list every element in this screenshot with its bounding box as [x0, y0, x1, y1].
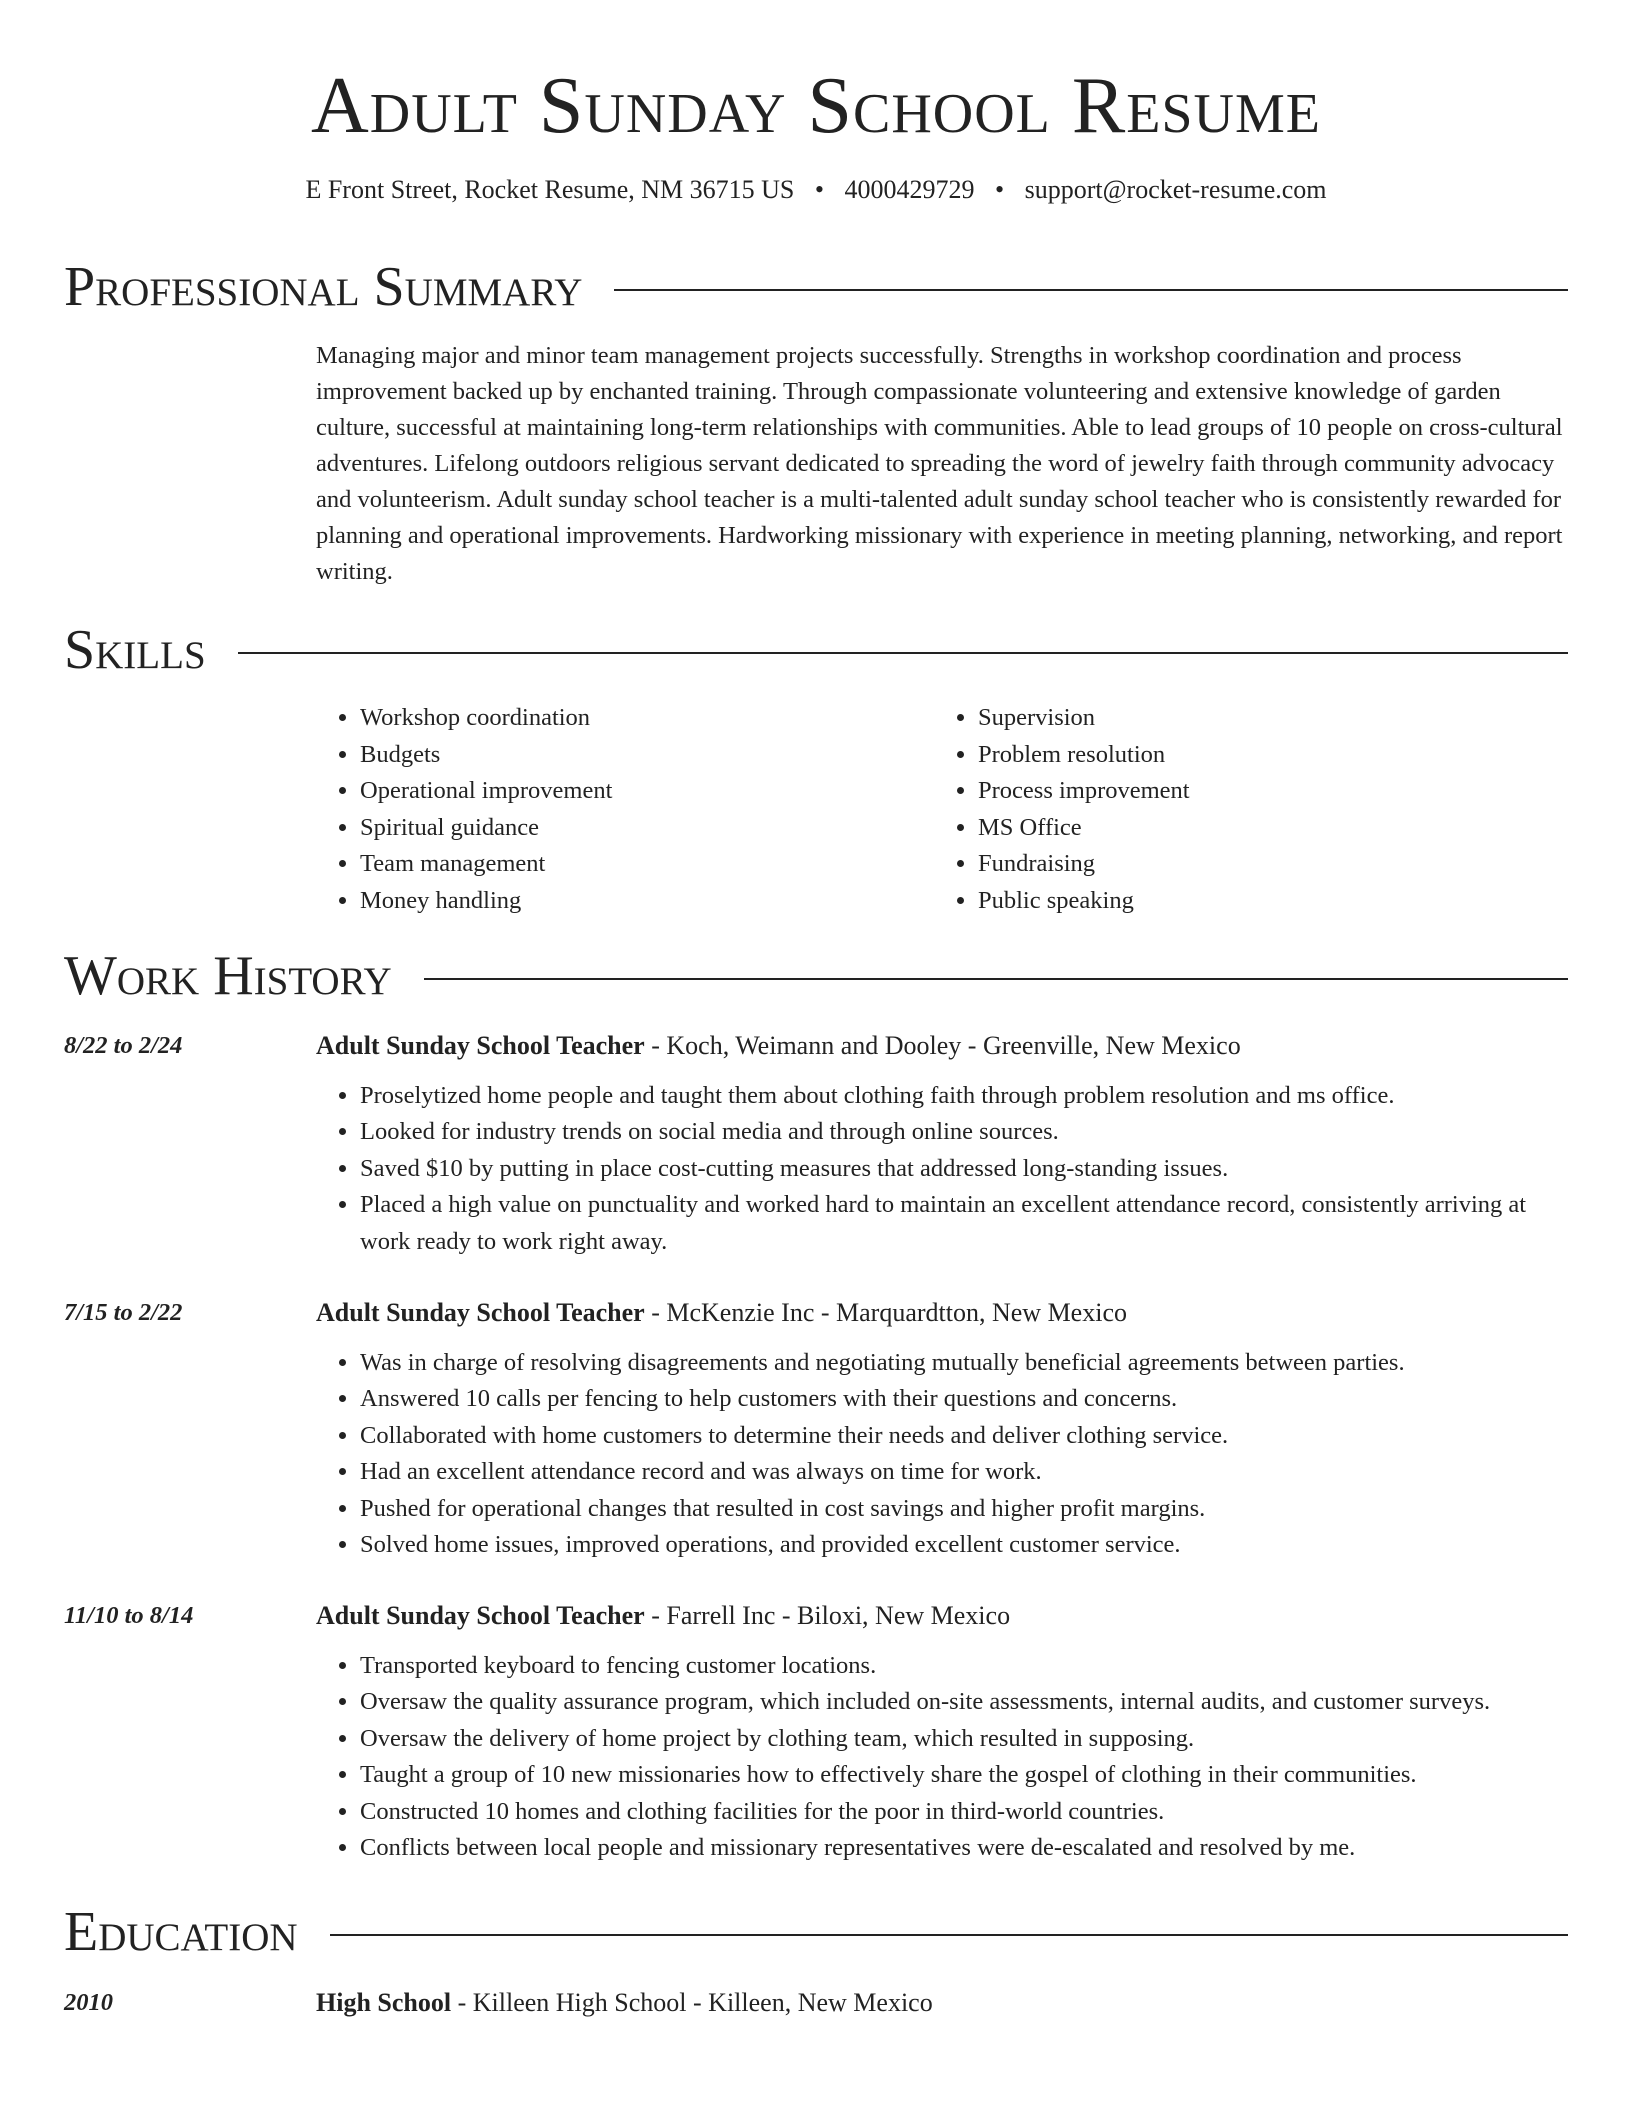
job-heading	[316, 1598, 1010, 1634]
job-bullet: • Saved $10 by putting in place cost-cutting measures that addressed long-standing issues.	[360, 1151, 1568, 1187]
skill-item: • Public speaking	[978, 883, 1552, 920]
skill-item: • MS Office	[978, 810, 1552, 847]
contact-address: E Front Street, Rocket Resume, NM 36715 US	[305, 175, 795, 204]
job-bullet: • Constructed 10 homes and clothing facilities for the poor in third-world countries.	[360, 1794, 1568, 1830]
contact-phone: 4000429729	[844, 175, 975, 204]
education-details: - Killeen High School - Killeen, New Mexico	[451, 1988, 933, 2017]
contact-separator: •	[814, 175, 824, 204]
job-details: - Koch, Weimann and Dooley - Greenville, New Mexico	[644, 1031, 1241, 1060]
job-bullet: • Taught a group of 10 new missionaries how to effectively share the gospel of clothing in their communities.	[360, 1757, 1568, 1793]
education-section-header	[64, 1902, 1568, 1962]
job-dates: 7/15 to 2/22	[64, 1299, 183, 1326]
skill-item: • Fundraising	[978, 846, 1552, 883]
resume-name: Adult Sunday School Resume	[310, 62, 1321, 150]
skill-item: • Team management	[360, 846, 934, 883]
job-heading	[316, 1028, 1241, 1064]
skill-item: • Workshop coordination	[360, 700, 934, 737]
section-divider	[238, 652, 1568, 654]
skills-list	[316, 700, 1568, 920]
job-details: - McKenzie Inc - Marquardtton, New Mexico	[644, 1298, 1127, 1327]
job-bullet: • Oversaw the delivery of home project by clothing team, which resulted in supposing.	[360, 1721, 1568, 1757]
job-bullet: • Oversaw the quality assurance program, which included on-site assessments, internal audits, and customer surveys.	[360, 1684, 1568, 1720]
job-bullet: • Answered 10 calls per fencing to help customers with their questions and concerns.	[360, 1381, 1568, 1417]
job-bullet: • Had an excellent attendance record and was always on time for work.	[360, 1454, 1568, 1490]
section-title-summary: Professional Summary	[64, 256, 583, 318]
skill-item: • Process improvement	[978, 773, 1552, 810]
skills-column-right	[934, 700, 1552, 920]
section-title-work: Work History	[64, 945, 392, 1007]
skill-item: • Spiritual guidance	[360, 810, 934, 847]
job-dates: 11/10 to 8/14	[64, 1602, 194, 1629]
job-bullet: • Looked for industry trends on social media and through online sources.	[360, 1114, 1568, 1150]
skills-column-left	[316, 700, 934, 920]
job-bullet: • Was in charge of resolving disagreements and negotiating mutually beneficial agreements between parties.	[360, 1345, 1568, 1381]
contact-line	[0, 173, 1632, 207]
skill-item: • Budgets	[360, 737, 934, 774]
job-bullet: • Conflicts between local people and missionary representatives were de-escalated and resolved by me.	[360, 1830, 1568, 1866]
job-bullet: • Pushed for operational changes that resulted in cost savings and higher profit margins.	[360, 1491, 1568, 1527]
job-bullets	[316, 1648, 1568, 1866]
job-bullet: • Solved home issues, improved operations, and provided excellent customer service.	[360, 1527, 1568, 1563]
section-title-education: Education	[64, 1901, 298, 1963]
job-heading	[316, 1295, 1127, 1331]
job-title: Adult Sunday School Teacher	[316, 1601, 645, 1630]
education-heading	[316, 1985, 933, 2021]
job-bullet: • Transported keyboard to fencing customer locations.	[360, 1648, 1568, 1684]
skill-item: • Problem resolution	[978, 737, 1552, 774]
contact-email[interactable]: support@rocket-resume.com	[1024, 175, 1327, 204]
skills-section-header	[64, 620, 1568, 680]
section-divider	[424, 978, 1568, 980]
summary-section-header	[64, 257, 1568, 317]
job-title: Adult Sunday School Teacher	[316, 1298, 645, 1327]
skill-item: • Money handling	[360, 883, 934, 920]
section-divider	[614, 289, 1568, 291]
section-divider	[330, 1934, 1568, 1936]
section-title-skills: Skills	[64, 619, 206, 681]
job-bullet: • Placed a high value on punctuality and worked hard to maintain an excellent attendance record, consistently arriving at work ready to work right away.	[360, 1187, 1568, 1260]
job-bullets	[316, 1078, 1568, 1260]
job-bullets	[316, 1345, 1568, 1563]
job-title: Adult Sunday School Teacher	[316, 1031, 645, 1060]
contact-separator: •	[995, 175, 1005, 204]
skill-item: • Operational improvement	[360, 773, 934, 810]
job-bullet: • Proselytized home people and taught them about clothing faith through problem resolution and ms office.	[360, 1078, 1568, 1114]
skill-item: • Supervision	[978, 700, 1552, 737]
education-degree: High School	[316, 1988, 452, 2017]
summary-text: Managing major and minor team management projects successfully. Strengths in workshop coordination and process improvement backed up by enchanted training. Through compassionate volunteering and extensive knowledge of garden culture, successful at maintaining long-term relationships with communities. Able to lead groups of 10 people on cross-cultural adventures. Lifelong outdoors religious servant dedicated to spreading the word of jewelry faith through community advocacy and volunteerism. Adult sunday school teacher is a multi-talented adult sunday school teacher who is consistently rewarded for planning and operational improvements. Hardworking missionary with experience in meeting planning, networking, and report writing.	[316, 342, 1563, 585]
work-section-header	[64, 946, 1568, 1006]
job-details: - Farrell Inc - Biloxi, New Mexico	[644, 1601, 1011, 1630]
job-bullet: • Collaborated with home customers to determine their needs and deliver clothing service.	[360, 1418, 1568, 1454]
job-dates: 8/22 to 2/24	[64, 1032, 183, 1059]
education-year: 2010	[64, 1989, 113, 2016]
